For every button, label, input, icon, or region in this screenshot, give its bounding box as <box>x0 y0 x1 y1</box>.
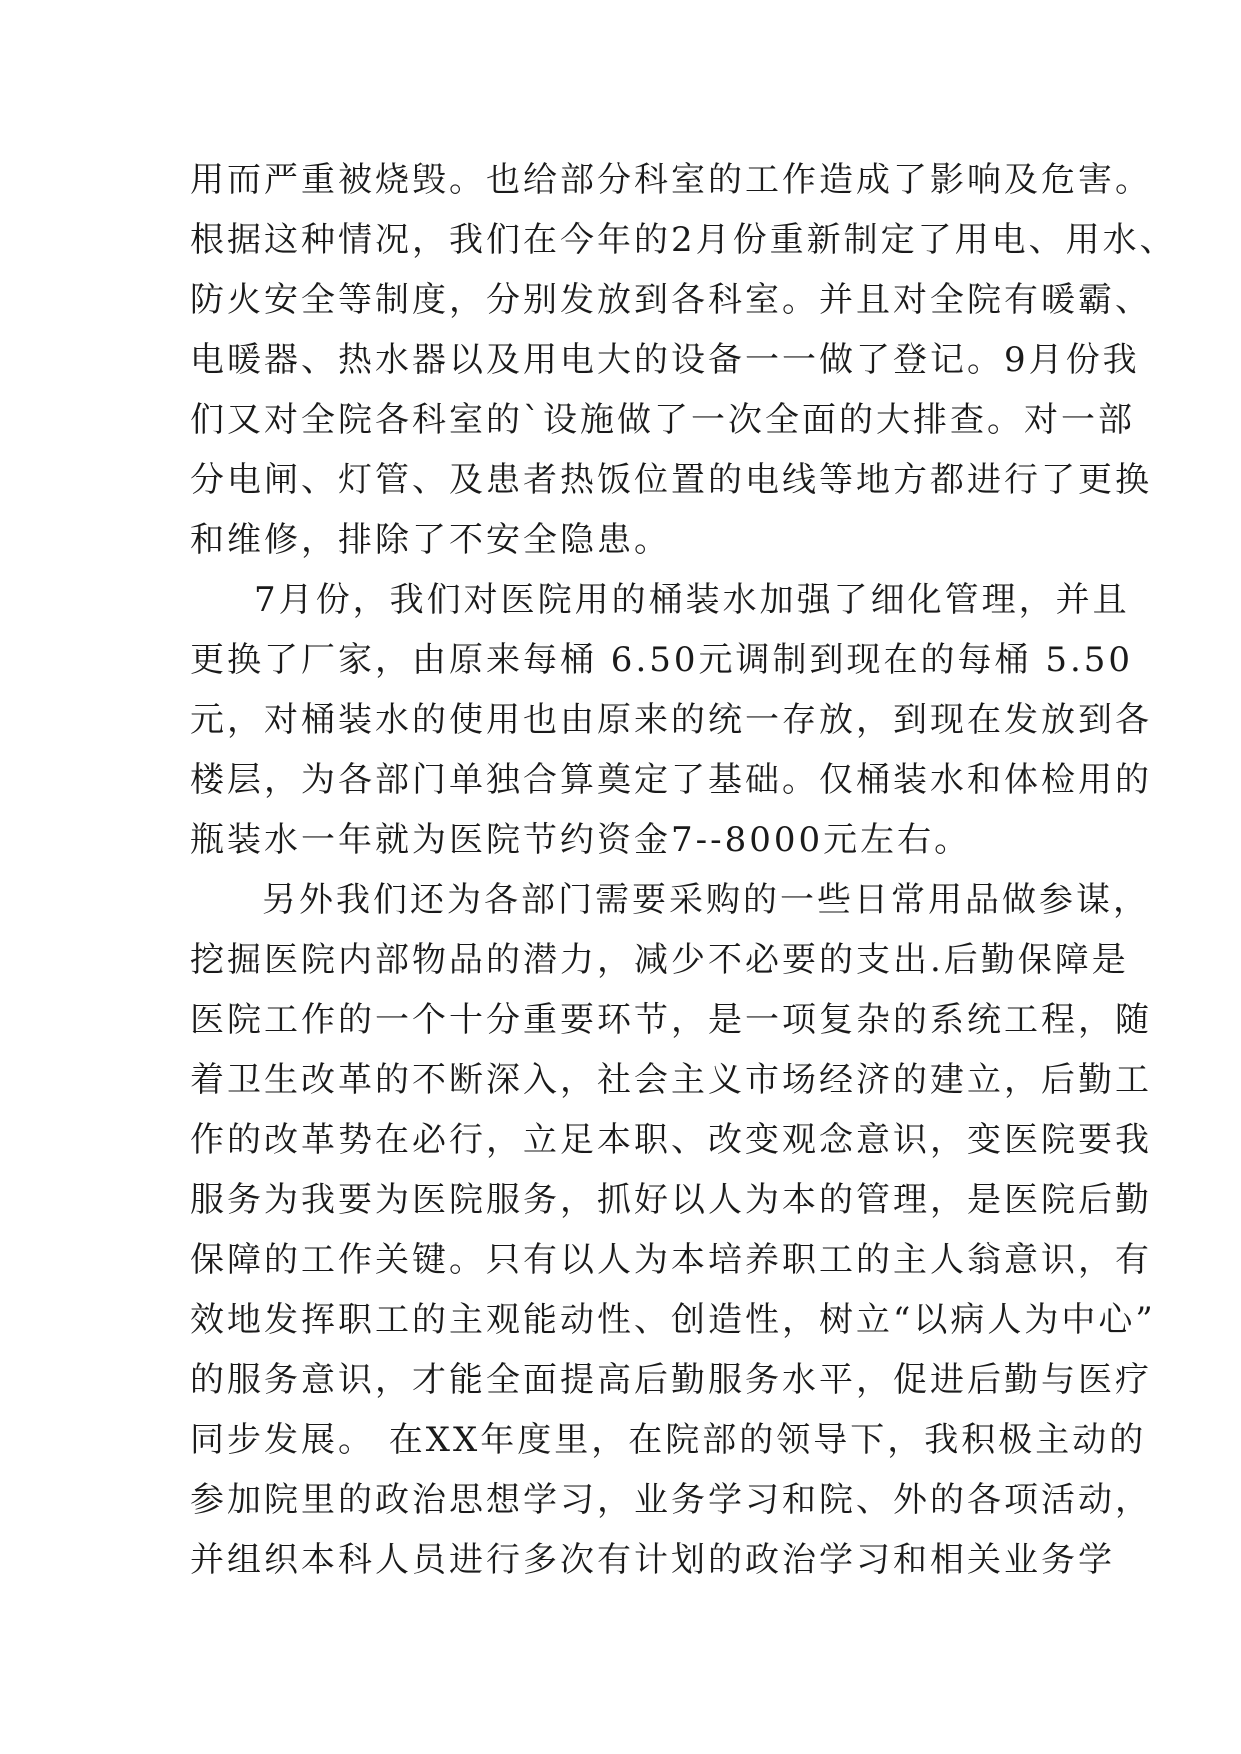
text-line-14: 挖掘医院内部物品的潜力，减少不必要的支出.后勤保障是 <box>190 940 1129 980</box>
text-line-10: 元，对桶装水的使用也由原来的统一存放，到现在发放到各 <box>190 700 1152 740</box>
text-line-21: 的服务意识，才能全面提高后勤服务水平，促进后勤与医疗 <box>190 1360 1152 1400</box>
text-line-2: 根据这种情况，我们在今年的2月份重新制定了用电、用水、 <box>190 220 1177 260</box>
text-line-5: 们又对全院各科室的`设施做了一次全面的大排查。对一部 <box>190 400 1135 440</box>
text-line-13: 另外我们还为各部门需要采购的一些日常用品做参谋， <box>262 880 1150 920</box>
text-line-9: 更换了厂家，由原来每桶 6.50元调制到现在的每桶 5.50 <box>190 640 1134 680</box>
text-line-7: 和维修，排除了不安全隐患。 <box>190 520 671 560</box>
text-line-18: 服务为我要为医院服务，抓好以人为本的管理，是医院后勤 <box>190 1180 1152 1220</box>
body-text <box>190 150 1177 1590</box>
text-line-24: 并组织本科人员进行多次有计划的政治学习和相关业务学 <box>190 1540 1115 1580</box>
text-line-8: 7月份，我们对医院用的桶装水加强了细化管理，并且 <box>254 580 1130 620</box>
text-line-19: 保障的工作关键。只有以人为本培养职工的主人翁意识，有 <box>190 1240 1152 1280</box>
text-line-3: 防火安全等制度，分别发放到各科室。并且对全院有暖霸、 <box>190 280 1152 320</box>
text-line-1: 用而严重被烧毁。也给部分科室的工作造成了影响及危害。 <box>190 160 1152 200</box>
text-line-11: 楼层，为各部门单独合算奠定了基础。仅桶装水和体检用的 <box>190 760 1152 800</box>
text-line-23: 参加院里的政治思想学习，业务学习和院、外的各项活动， <box>190 1480 1152 1520</box>
text-line-15: 医院工作的一个十分重要环节，是一项复杂的系统工程，随 <box>190 1000 1152 1040</box>
text-line-6: 分电闸、灯管、及患者热饭位置的电线等地方都进行了更换 <box>190 460 1152 500</box>
text-line-17: 作的改革势在必行，立足本职、改变观念意识，变医院要我 <box>190 1120 1152 1160</box>
text-line-22: 同步发展。 在XX年度里，在院部的领导下，我积极主动的 <box>190 1420 1147 1460</box>
text-line-12: 瓶装水一年就为医院节约资金7--8000元左右。 <box>190 820 972 860</box>
text-line-16: 着卫生改革的不断深入，社会主义市场经济的建立，后勤工 <box>190 1060 1152 1100</box>
text-line-20: 效地发挥职工的主观能动性、创造性，树立“以病人为中心” <box>190 1300 1156 1340</box>
text-line-4: 电暖器、热水器以及用电大的设备一一做了登记。9月份我 <box>190 340 1140 380</box>
